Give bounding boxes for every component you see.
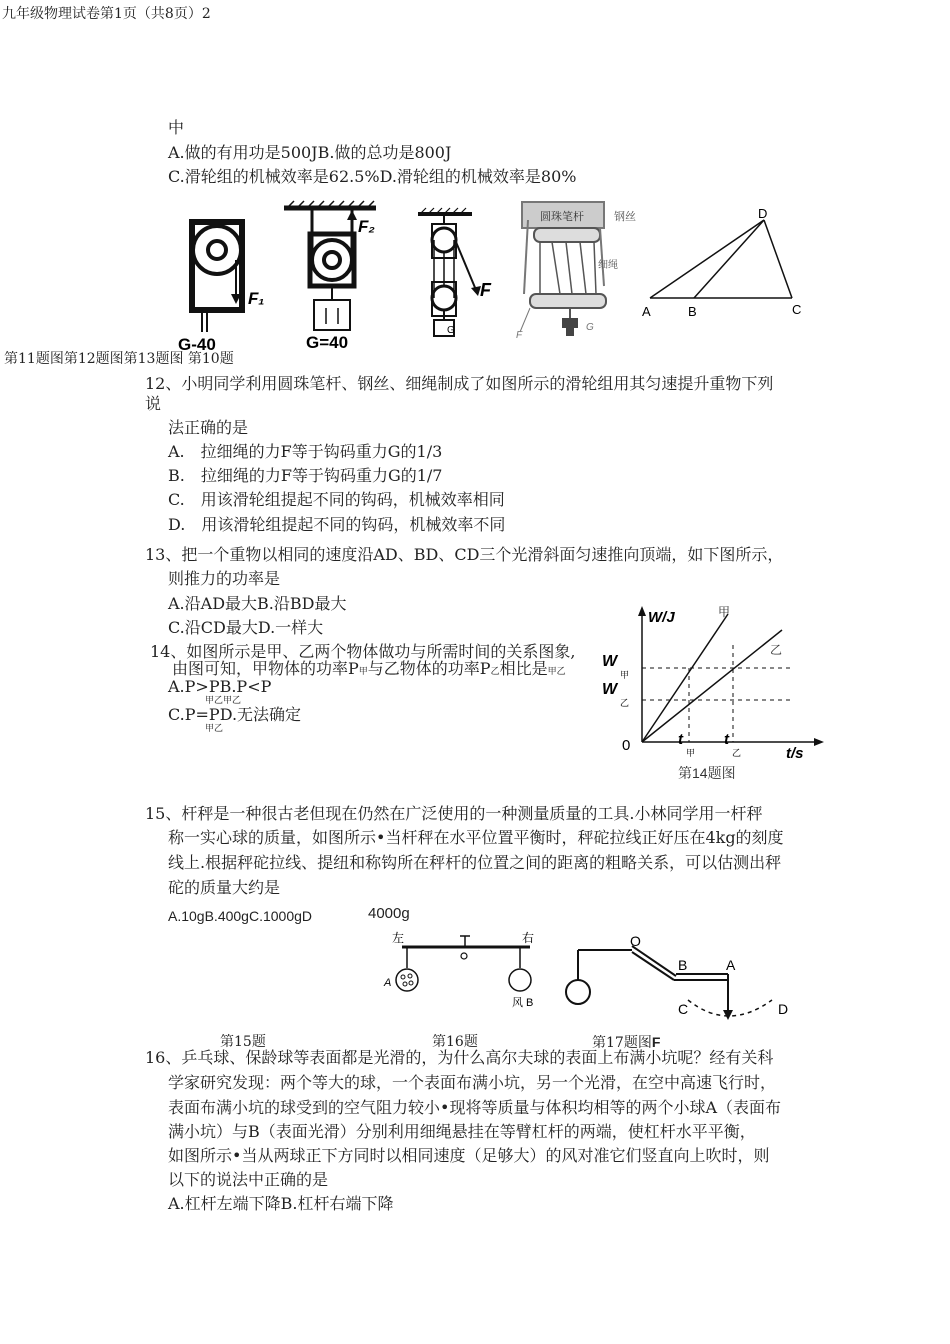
pen-weight-label: G [586, 322, 594, 333]
w-yi-label: W [602, 681, 618, 698]
force-f2-label: F₂ [358, 217, 375, 236]
q12-option-a: A. 拉细绳的力F等于钩码重力G的1/3 [168, 442, 443, 461]
pendulum-point-o: O [630, 933, 641, 949]
pendulum-point-d: D [778, 1001, 789, 1017]
force-f3-label: F [480, 280, 491, 300]
pen-pulley-figure [516, 202, 636, 341]
q14-options-cd: C.P=PD.无法确定 [168, 705, 302, 724]
weight-label-1: G-40 [178, 335, 216, 354]
q14-stem-2c: 相比是 [499, 659, 548, 678]
pulley-figure-3 [418, 208, 492, 336]
t-jia-sub: 甲 [686, 748, 696, 758]
q11-options-ab: A.做的有用功是500JB.做的总功是800J [168, 143, 452, 162]
q12-stem-3: 法正确的是 [168, 418, 249, 437]
q15-line-1: 15、杆秤是一种很古老但现在仍然在广泛使用的一种测量质量的工具.小林同学用一杆秤 [145, 804, 763, 823]
q16-line-4: 满小坑）与B（表面光滑）分别利用细绳悬挂在等臂杠杆的两端，使杠杆水平平衡， [168, 1122, 756, 1141]
series-yi-label: 乙 [770, 643, 783, 657]
w-jia-label: W [602, 653, 618, 670]
q14-stem-2b: 与乙物体的功率P [367, 659, 491, 678]
figure-17-caption-text: 第17题图 [592, 1035, 652, 1051]
series-jia-line [642, 614, 728, 742]
page-header: 九年级物理试卷第1页（共8页）2 [2, 6, 211, 22]
q13-options-cd: C.沿CD最大D.一样大 [168, 618, 324, 637]
pendulum-figure [566, 933, 788, 1020]
lever-right-label: 右 [522, 931, 535, 945]
t-jia-label: t [678, 731, 683, 748]
lever-figure [383, 931, 534, 1009]
q13-options-ab: A.沿AD最大B.沿BD最大 [168, 594, 347, 613]
q14-sub-jia: 甲 [358, 667, 368, 677]
q11-options-cd: C.滑轮组的机械效率是62.5%D.滑轮组的机械效率是80% [168, 167, 577, 186]
q16-line-2: 学家研究发现：两个等大的球，一个表面布满小坑，另一个光滑，在空中高速飞行时， [168, 1073, 777, 1092]
q14-options-ab: A.P>PB.P<P [168, 677, 272, 696]
graph-y-label: W/J [648, 609, 675, 626]
wind-label: 风 [512, 997, 523, 1009]
lever-left-label: 左 [392, 931, 405, 945]
pendulum-point-c: C [678, 1001, 689, 1017]
weight-label-3: G [447, 325, 455, 336]
work-time-graph [600, 600, 830, 790]
q14-sub-jiayi: 甲乙 [547, 667, 566, 677]
w-jia-sub: 甲 [620, 670, 630, 680]
figure-row-2 [0, 920, 950, 1050]
series-yi-line [642, 630, 782, 742]
incline-point-b: B [688, 304, 697, 319]
graph-caption: 第14题图 [678, 765, 736, 781]
figure-15-caption: 第15题 [220, 1034, 266, 1050]
pen-label: 圆珠笔杆 [540, 211, 584, 223]
q12-option-d: D. 用该滑轮组提起不同的钩码，机械效率不同 [168, 515, 506, 534]
t-yi-label: t [724, 731, 729, 748]
q12-option-c: C. 用该滑轮组提起不同的钩码，机械效率相同 [168, 490, 505, 509]
pendulum-point-b: B [678, 957, 688, 973]
figure-16-caption: 第16题 [432, 1034, 478, 1050]
pulley-figure-1 [178, 222, 264, 354]
q15-line-4: 砣的质量大约是 [168, 878, 281, 897]
q14-sub-yi: 乙 [490, 667, 500, 677]
q15-option-d: 4000g [368, 905, 410, 922]
figure-row-1-caption: 第11题图第12题图第13题图 第10题 [4, 351, 234, 367]
force-f1-label: F₁ [248, 289, 265, 308]
q15-line-3: 线上.根据秤砣拉线、提纽和称钩所在秤杆的位置之间的距离的粗略关系，可以估测出秤 [168, 853, 782, 872]
q16-options-ab: A.杠杆左端下降B.杠杆右端下降 [168, 1194, 394, 1213]
incline-point-c: C [792, 302, 802, 317]
q12-option-b: B. 拉细绳的力F等于钩码重力G的1/7 [168, 466, 443, 485]
incline-point-a: A [642, 304, 651, 319]
q14-options-cd-sub: 甲乙 [205, 724, 224, 734]
q14-stem-2a: 由图可知，甲物体的功率P [172, 659, 359, 678]
q14-stem: 14、如图所示是甲、乙两个物体做功与所需时间的关系图象, [150, 642, 576, 661]
incline-point-d: D [758, 206, 768, 221]
ball-b-label: B [526, 997, 534, 1009]
pen-force-label: F [516, 330, 523, 341]
q16-line-1: 16、乒乓球、保龄球等表面都是光滑的，为什么高尔夫球的表面上布满小坑呢？经有关科 [145, 1048, 774, 1067]
inclines-figure [642, 206, 801, 319]
graph-origin: 0 [622, 737, 631, 754]
q11-stem-tail: 中 [168, 118, 185, 137]
t-yi-sub: 乙 [732, 748, 742, 758]
q15-options: A.10gB.400gC.1000gD [168, 908, 312, 924]
wire-label: 钢丝 [614, 211, 636, 223]
figure-row-1 [0, 190, 950, 370]
w-yi-sub: 乙 [620, 698, 630, 708]
series-jia-label: 甲 [718, 605, 731, 619]
pendulum-point-a: A [726, 957, 736, 973]
q16-line-3: 表面布满小坑的球受到的空气阻力较小•现将等质量与体积均相等的两个小球A（表面布 [168, 1098, 781, 1117]
q13-stem-2: 则推力的功率是 [168, 569, 281, 588]
figure-17-caption [592, 1032, 661, 1051]
q13-stem: 13、把一个重物以相同的速度沿AD、BD、CD三个光滑斜面匀速推向顶端，如下图所示， [145, 545, 784, 564]
figure-17-caption-f: F [651, 1034, 661, 1050]
q16-line-6: 以下的说法中正确的是 [168, 1170, 329, 1189]
weight-label-2: G=40 [306, 333, 349, 352]
q12-stem: 12、小明同学利用圆珠笔杆、钢丝、细绳制成了如图所示的滑轮组用其匀速提升重物下列 [145, 374, 774, 393]
ball-a-label: A [384, 977, 392, 989]
rope-label: 细绳 [598, 260, 618, 271]
q14-options-ab-sub: 甲乙甲乙 [205, 696, 242, 706]
q16-line-5: 如图所示•当从两球正下方同时以相同速度（足够大）的风对准它们竖直向上吹时，则 [168, 1146, 770, 1165]
graph-x-label: t/s [786, 745, 804, 762]
q12-stem-2: 说 [145, 394, 162, 413]
pulley-figure-2 [284, 201, 376, 352]
q15-line-2: 称一实心球的质量，如图所示•当杆秤在水平位置平衡时，秤砣拉线正好压在4kg的刻度 [168, 828, 784, 847]
